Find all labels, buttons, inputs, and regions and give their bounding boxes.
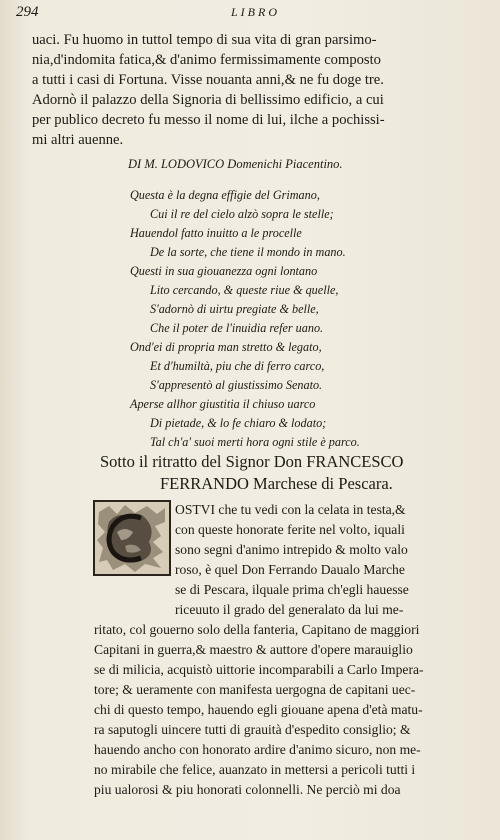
text-line: se di Pescara, ilquale prima ch'egli hauesse <box>175 582 409 597</box>
text-line: hauendo ancho con honorato ardire d'animo sicuro, non me- <box>94 742 421 757</box>
verse-line: Ond'ei di propria man stretto & legato, <box>130 340 322 354</box>
verse-line: Di pietade, & lo fe chiaro & lodato; <box>150 416 327 430</box>
verse-line: De la sorte, che tiene il mondo in mano. <box>150 245 346 259</box>
page-number: 294 <box>16 4 39 20</box>
text-line: chi di questo tempo, hauendo egli giouane apena d'età matu- <box>94 702 423 717</box>
text-line: ra saputogli uincere tutti di grauità d'espedito consiglio; & <box>94 722 411 737</box>
text-line: riceuuto il grado del generalato da lui me- <box>175 602 404 617</box>
woodcut-initial-c-icon <box>93 500 171 576</box>
text-line: a tutti i casi di Fortuna. Visse nouanta anni,& ne fu doge tre. <box>32 72 384 88</box>
page-header <box>16 4 486 26</box>
text-line: sono segni d'animo intrepido & molto valo <box>175 542 408 557</box>
text-line: tore; & ueramente con manifesta uergogna de capitani uec- <box>94 682 416 697</box>
text-line: no mirabile che felice, auanzato in mettersi a pericoli tutti i <box>94 762 416 777</box>
verse-line: Lito cercando, & queste riue & quelle, <box>150 283 339 297</box>
verse-line: Cui il re del cielo alzò sopra le stelle; <box>150 207 334 221</box>
running-head: LIBRO <box>231 5 280 19</box>
text-line: Capitani in guerra,& maestro & auttore d'opere marauiglio <box>94 642 413 657</box>
verse-line: Che il poter de l'inuidia refer uano. <box>150 321 324 335</box>
text-line: OSTVI che tu vedi con la celata in testa,& <box>175 502 406 517</box>
text-line: mi altri auenne. <box>32 132 124 148</box>
verse-line: Aperse allhor giustitia il chiuso uarco <box>130 397 316 411</box>
verse-line: Tal ch'a' suoi merti hora ogni stile è parco. <box>150 435 360 449</box>
verse-line: S'adornò di uirtu pregiate & belle, <box>150 302 319 316</box>
verse-line: Et d'humiltà, piu che di ferro carco, <box>150 359 325 373</box>
text-line: ritato, col gouerno solo della fanteria, Capitano de maggiori <box>94 622 420 637</box>
poem-title: DI M. LODOVICO Domenichi Piacentino. <box>128 157 343 171</box>
text-line: uaci. Fu huomo in tuttol tempo di sua vita di gran parsimo- <box>32 32 377 48</box>
verse-line: Questi in sua giouanezza ogni lontano <box>130 264 318 278</box>
verse-line: Questa è la degna effigie del Grimano, <box>130 188 320 202</box>
verse-line: S'appresentò al giustissimo Senato. <box>150 378 323 392</box>
text-line: nia,d'indomita fatica,& d'animo fermissimamente composto <box>32 52 381 68</box>
text-line: piu ualorosi & piu honorati colonnelli. Ne perciò mi doa <box>94 782 401 797</box>
section-heading-line-1: Sotto il ritratto del Signor Don FRANCESCO <box>100 452 404 471</box>
verse-line: Hauendol fatto inuitto a le procelle <box>130 226 302 240</box>
text-line: per publico decreto fu messo il nome di lui, ilche a pochissi- <box>32 112 385 128</box>
text-line: roso, è quel Don Ferrando Daualo Marche <box>175 562 405 577</box>
text-line: Adornò il palazzo della Signoria di bellissimo edificio, a cui <box>32 92 384 108</box>
text-line: con queste honorate ferite nel volto, iquali <box>175 522 405 537</box>
section-heading-line-2: FERRANDO Marchese di Pescara. <box>160 474 393 493</box>
text-line: se di milicia, acquistò uittorie incomparabili a Carlo Impera- <box>94 662 424 677</box>
